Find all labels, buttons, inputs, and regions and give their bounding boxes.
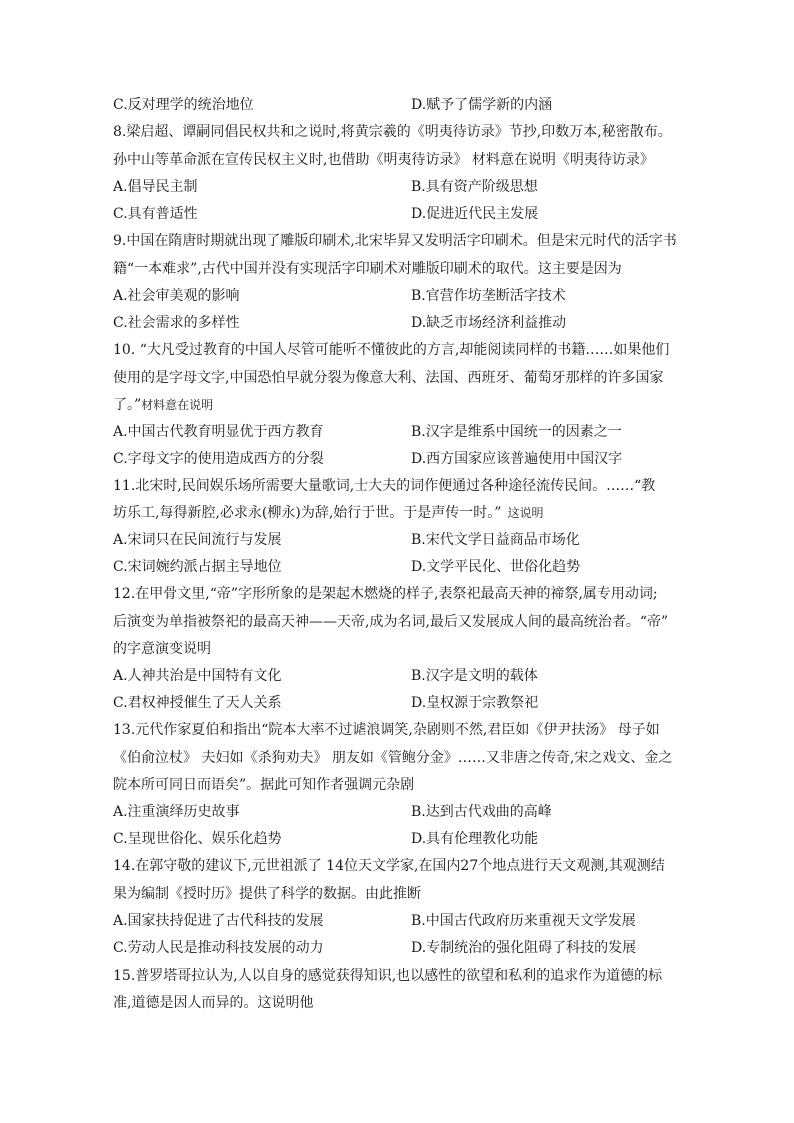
question-prompt: 材料意在说明 [141, 398, 214, 412]
question-10-stem [113, 395, 685, 415]
question-14-stem: 果为编制《授时历》提供了科学的数据。由此推断 [113, 886, 421, 902]
option-a: A.注重演绎历史故事 [113, 804, 240, 820]
question-9-stem: 籍“一本难求”,古代中国并没有实现活字印刷术对雕版印刷术的取代。这主要是因为 [113, 261, 622, 277]
question-15-stem: 准,道德是因人而异的。这说明他 [113, 995, 314, 1011]
option-c: C.君权神授催生了天人关系 [113, 695, 282, 711]
option-a: A.人神共治是中国特有文化 [113, 668, 282, 684]
option-c: C.反对理学的统治地位 [113, 97, 254, 113]
option-c: C.呈现世俗化、娱乐化趋势 [113, 831, 282, 847]
question-prompt: 这说明 [507, 506, 544, 520]
question-9-stem: 9.中国在隋唐时期就出现了雕版印刷术,北宋毕昇又发明活字印刷术。但是宋元时代的活字书 [113, 233, 677, 249]
option-c: C.社会需求的多样性 [113, 315, 240, 331]
option-a: A.倡导民主制 [113, 179, 198, 195]
question-8-stem: 孙中山等革命派在宣传民权主义时,也借助《明夷待访录》 材料意在说明《明夷待访录》 [113, 152, 654, 168]
option-c: C.劳动人民是推动科技发展的动力 [113, 940, 324, 956]
question-13-stem: 13.元代作家夏伯和指出“院本大率不过谑浪调笑,杂剧则不然,君臣如《伊尹扶汤》 母子如 [113, 722, 660, 738]
quote-end: 了。” [113, 397, 142, 413]
question-10-stem: 10. “大凡受过教育的中国人尽管可能听不懂彼此的方言,却能阅读同样的书籍……如果他们 [113, 342, 670, 358]
option-b: B.具有资产阶级思想 [411, 179, 538, 195]
option-a: A.社会审美观的影响 [113, 288, 240, 304]
question-11-stem [113, 503, 685, 523]
option-c: C.具有普适性 [113, 206, 198, 222]
question-13-stem: 院本所可同日而语矣”。据此可知作者强调元杂剧 [113, 777, 415, 793]
option-d: D.具有伦理教化功能 [411, 831, 539, 847]
option-a: A.中国古代教育明显优于西方教育 [113, 424, 324, 440]
option-d: D.皇权源于宗教祭祀 [411, 695, 539, 711]
question-13-stem: 《伯俞泣杖》 夫妇如《杀狗劝夫》 朋友如《管鲍分金》……又非唐之传奇,宋之戏文、金之 [113, 750, 673, 766]
option-d: D.文学平民化、世俗化趋势 [411, 559, 581, 575]
option-b: B.达到古代戏曲的高峰 [411, 804, 552, 820]
option-a: A.国家扶持促进了古代科技的发展 [113, 913, 324, 929]
option-c: C.字母文字的使用造成西方的分裂 [113, 451, 324, 467]
question-12-stem: 的字意演变说明 [113, 641, 211, 657]
question-8-stem: 8.梁启超、谭嗣同倡民权共和之说时,将黄宗羲的《明夷待访录》节抄,印数万本,秘密散布。 [113, 124, 672, 140]
option-b: B.官营作坊垄断活字技术 [411, 288, 566, 304]
option-d: D.西方国家应该普遍使用中国汉字 [411, 451, 623, 467]
question-14-stem: 14.在郭守敬的建议下,元世祖派了 14位天文学家,在国内27个地点进行天文观测,其观测结 [113, 858, 665, 874]
option-b: B.汉字是文明的载体 [411, 668, 538, 684]
question-10-stem: 使用的是字母文字,中国恐怕早就分裂为像意大利、法国、西班牙、葡萄牙那样的许多国家 [113, 370, 664, 386]
option-d: D.缺乏市场经济利益推动 [411, 315, 567, 331]
quote-text: 坊乐工,每得新腔,必求永(柳永)为辞,始行于世。于是声传一时。” [113, 505, 502, 521]
option-d: D.专制统治的强化阻碍了科技的发展 [411, 940, 637, 956]
option-d: D.促进近代民主发展 [411, 206, 539, 222]
question-12-stem: 12.在甲骨文里,“帝”字形所象的是架起木燃烧的样子,表祭祀最高天神的禘祭,属专用动词; [113, 586, 658, 602]
option-a: A.宋词只在民间流行与发展 [113, 532, 282, 548]
question-12-stem: 后演变为单指被祭祀的最高天神——天帝,成为名词,最后又发展成人间的最高统治者。“帝” [113, 614, 669, 630]
option-c: C.宋词婉约派占据主导地位 [113, 559, 282, 575]
question-15-stem: 15.普罗塔哥拉认为,人以自身的感觉获得知识,也以感性的欲望和私利的追求作为道德的标 [113, 968, 663, 984]
option-b: B.汉字是维系中国统一的因素之一 [411, 424, 622, 440]
option-b: B.中国古代政府历来重视天文学发展 [411, 913, 636, 929]
option-b: B.宋代文学日益商品市场化 [411, 532, 580, 548]
option-d: D.赋予了儒学新的内涵 [411, 97, 553, 113]
question-11-stem: 11.北宋时,民间娱乐场所需要大量歌词,士大夫的词作便通过各种途径流传民间。……“教 [113, 478, 656, 494]
